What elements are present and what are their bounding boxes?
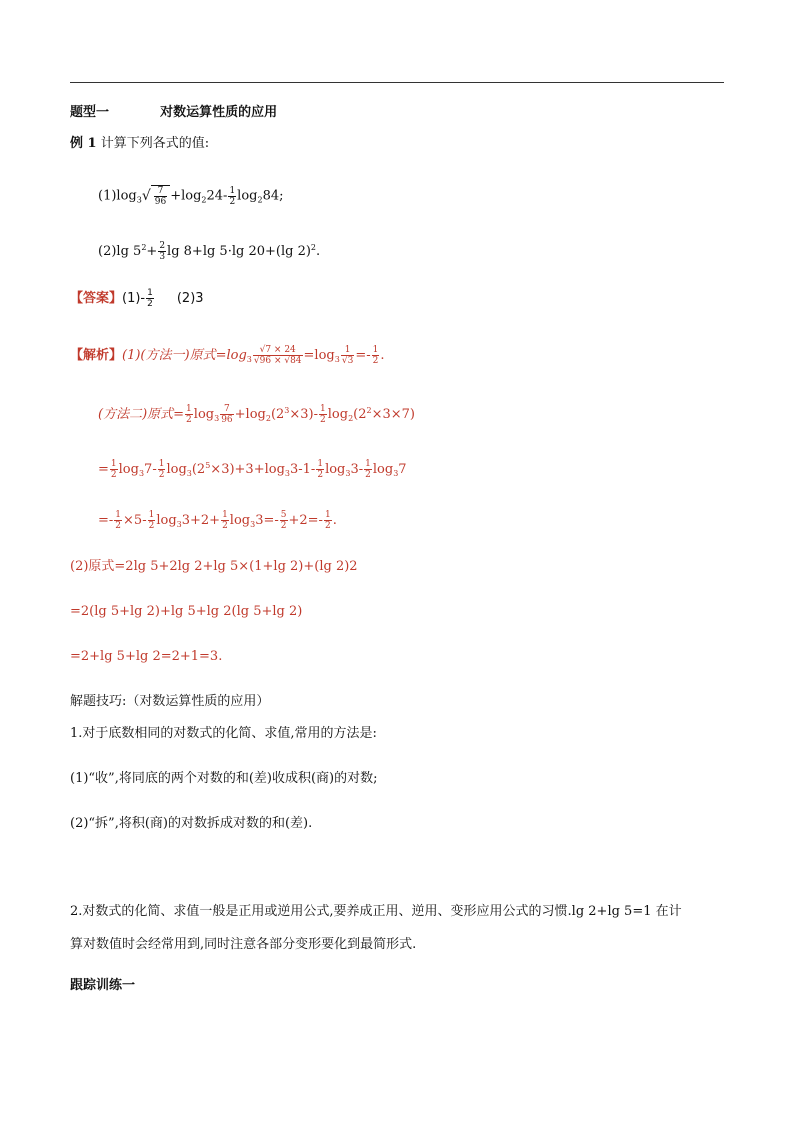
s3-f3-den: 2 bbox=[317, 470, 324, 480]
s1-big-frac: $\frac{√7 \times 24}{√96 \times √84}$ bbox=[253, 345, 302, 366]
tips-point-1: 1.对于底数相同的对数式的化简、求值,常用的方法是: bbox=[70, 726, 377, 741]
s4-f3-num: 1 bbox=[222, 510, 228, 520]
s3-f3 bbox=[316, 459, 324, 480]
s2-f2 bbox=[220, 404, 233, 425]
section-label: 题型一 bbox=[70, 105, 110, 120]
p1-half-den: 2 bbox=[229, 196, 236, 207]
s4-f5-den: 2 bbox=[324, 521, 331, 531]
s4-f4-den: 2 bbox=[280, 521, 287, 531]
p1-base2: 2 bbox=[201, 195, 207, 205]
s3-m1: log bbox=[118, 462, 139, 477]
header-rule bbox=[70, 82, 724, 83]
p1-m3: log bbox=[237, 188, 258, 204]
s4-b1: 3 bbox=[176, 520, 182, 529]
p2-frac-num: 2 bbox=[159, 241, 166, 251]
s2-lg1: log bbox=[193, 407, 215, 422]
p2-end: . bbox=[316, 244, 321, 259]
tips-point-2a: 2.对数式的化简、求值一般是正用或逆用公式,要养成正用、逆用、变形应用公式的习惯.lg 2+lg 5=1 在计 bbox=[70, 904, 682, 919]
s4-f4 bbox=[280, 510, 288, 531]
s4-f5 bbox=[324, 510, 332, 531]
s4-m5: 3=- bbox=[255, 513, 279, 528]
s3-m8: 3- bbox=[350, 462, 364, 477]
s2-m4: (2 bbox=[353, 407, 367, 422]
s1-base1: 3 bbox=[246, 355, 252, 364]
solution-line-1: 【解析】(1)(方法一)原式$=\log_3$ $\frac{√7 \times 24}{√96 \times √84}$ $=\log_3$ $\frac{1}{√3}$ =- $\frac{1}{2}$ . bbox=[70, 345, 385, 366]
s1-den2: 84 bbox=[290, 356, 302, 366]
section-heading bbox=[70, 103, 277, 123]
s4-m2: log bbox=[156, 513, 177, 528]
answer-line bbox=[70, 288, 204, 309]
s2-b3: 2 bbox=[348, 414, 354, 423]
p2-frac bbox=[158, 241, 166, 262]
s4-f3-den: 2 bbox=[222, 521, 228, 531]
example-prompt bbox=[70, 134, 209, 154]
solution-label: 【解析】 bbox=[70, 348, 123, 363]
p1-base3: 2 bbox=[257, 195, 263, 205]
s2-f1 bbox=[185, 404, 193, 425]
s1-frac: $\frac{1}{√3}$ bbox=[341, 345, 354, 366]
s2-m2: (2 bbox=[270, 407, 285, 422]
s3-b3: 3 bbox=[284, 469, 290, 478]
p1-m1: +log bbox=[170, 188, 202, 204]
s4-f2-den: 2 bbox=[148, 521, 155, 531]
s3-m7: log bbox=[325, 462, 346, 477]
s2-m1: +log bbox=[234, 407, 266, 422]
s3-m9: log bbox=[372, 462, 394, 477]
s3-m5: ×3)+3+log bbox=[210, 462, 285, 477]
s3-m2: 7- bbox=[144, 462, 157, 477]
example-label: 例 1 bbox=[70, 136, 97, 151]
s4-m6: +2=- bbox=[288, 513, 323, 528]
s1-num: 7 × 24 bbox=[265, 345, 296, 355]
p1-m2: 24- bbox=[206, 188, 228, 204]
s3-end: 7 bbox=[398, 462, 407, 477]
solution-line-4 bbox=[98, 510, 337, 535]
s2-m3: ×3)- bbox=[289, 407, 319, 422]
s3-f4-den: 2 bbox=[365, 470, 371, 480]
s1-eq: =- bbox=[355, 348, 371, 363]
answer-1-frac bbox=[146, 288, 154, 309]
s2-f1-den: 2 bbox=[186, 415, 192, 425]
answer-1: (1)- bbox=[122, 291, 146, 306]
s2-f3-den: 2 bbox=[320, 415, 326, 425]
s3-b5: 3 bbox=[393, 469, 399, 478]
p2-prefix: (2)lg 5 bbox=[98, 244, 142, 259]
answer-2: (2)3 bbox=[176, 291, 204, 306]
p1-base1: 3 bbox=[136, 195, 142, 205]
s3-m6: 3-1- bbox=[290, 462, 316, 477]
p2-frac-den: 3 bbox=[159, 252, 166, 262]
s3-m4: (2 bbox=[191, 462, 206, 477]
p2-m1: + bbox=[146, 244, 158, 259]
s1-result-num: 1 bbox=[372, 345, 379, 355]
s2-f1-num: 1 bbox=[186, 404, 192, 414]
s1-mid: =log bbox=[303, 348, 335, 363]
solution-line-3 bbox=[98, 456, 407, 484]
s4-end: . bbox=[332, 513, 337, 528]
p1-frac-den: 96 bbox=[154, 197, 167, 207]
s3-f4-num: 1 bbox=[365, 459, 371, 469]
tips-point-1b: (2)“拆”,将积(商)的对数拆成对数的和(差). bbox=[70, 816, 313, 831]
s2-m5: ×3×7) bbox=[371, 407, 415, 422]
s4-f1-num: 1 bbox=[115, 510, 122, 520]
solution-line-7: =2+lg 5+lg 2=2+1=3. bbox=[70, 649, 223, 664]
s2-b1: 3 bbox=[214, 414, 220, 423]
problem-2 bbox=[98, 238, 320, 262]
followup-heading: 跟踪训练一 bbox=[70, 978, 136, 993]
tips-title: 解题技巧:（对数运算性质的应用） bbox=[70, 694, 270, 709]
s4-m1: ×5- bbox=[123, 513, 147, 528]
p1-end: 84; bbox=[262, 188, 284, 204]
p2-m2: lg 8+lg 5·lg 20+(lg 2) bbox=[167, 244, 311, 259]
s2-e2: 2 bbox=[366, 406, 372, 415]
answer-1-num: 1 bbox=[147, 288, 153, 298]
tips-point-2b: 算对数值时会经常用到,同时注意各部分变形要化到最简形式. bbox=[70, 937, 417, 952]
s3-f2-num: 1 bbox=[158, 459, 165, 469]
s2-f2-den: 96 bbox=[221, 415, 233, 425]
p1-prefix: (1)log bbox=[98, 188, 137, 204]
s3-f1-num: 1 bbox=[110, 459, 117, 469]
s2-t1: (方法二)原式= bbox=[98, 407, 185, 422]
s3-f3-num: 1 bbox=[317, 459, 324, 469]
s1-result bbox=[372, 345, 380, 366]
p2-exp1: 2 bbox=[141, 243, 147, 252]
s1-base2: 3 bbox=[334, 355, 340, 364]
tips-point-1a: (1)“收”,将同底的两个对数的和(差)收成积(商)的对数; bbox=[70, 771, 378, 786]
s3-b1: 3 bbox=[138, 469, 145, 478]
p2-exp2: 2 bbox=[310, 243, 317, 252]
s4-m4: log bbox=[229, 513, 251, 528]
s4-f5-num: 1 bbox=[324, 510, 331, 520]
s2-f3 bbox=[319, 404, 327, 425]
p1-half bbox=[228, 186, 236, 207]
s4-f3 bbox=[221, 510, 229, 531]
s3-f1 bbox=[110, 459, 118, 480]
problem-1 bbox=[98, 185, 284, 211]
s1-frac-den: 3 bbox=[347, 356, 354, 366]
solution-line-6: =2(lg 5+lg 2)+lg 5+lg 2(lg 5+lg 2) bbox=[70, 604, 303, 619]
s2-e1: 3 bbox=[284, 406, 290, 415]
s1-t1: (1)(方法一)原式=log bbox=[122, 348, 247, 363]
s2-lg2: log bbox=[327, 407, 349, 422]
s3-e1: 5 bbox=[205, 461, 211, 470]
s4-t0: =- bbox=[98, 513, 114, 528]
s4-f4-num: 5 bbox=[280, 510, 287, 520]
answer-label: 【答案】 bbox=[70, 291, 123, 306]
s4-f1-den: 2 bbox=[115, 521, 122, 531]
s3-f2-den: 2 bbox=[158, 470, 165, 480]
s2-f2-num: 7 bbox=[224, 404, 230, 414]
solution-line-5: (2)原式=2lg 5+2lg 2+lg 5×(1+lg 2)+(lg 2)2 bbox=[70, 559, 358, 574]
section-title: 对数运算性质的应用 bbox=[160, 105, 278, 120]
s1-frac-num: 1 bbox=[344, 345, 351, 355]
s2-f3-num: 1 bbox=[320, 404, 326, 414]
s4-f2-num: 1 bbox=[148, 510, 155, 520]
solution-line-2 bbox=[98, 401, 415, 429]
s3-f1-den: 2 bbox=[110, 470, 117, 480]
s3-f4 bbox=[364, 459, 372, 480]
p1-frac-num: 7 bbox=[157, 186, 164, 196]
p1-half-num: 1 bbox=[229, 185, 236, 196]
p1-sqrt: √ $\frac{7}{96}$ bbox=[142, 185, 170, 207]
example-text: 计算下列各式的值: bbox=[100, 136, 210, 151]
s4-b2: 3 bbox=[250, 520, 256, 529]
s3-b2: 3 bbox=[186, 469, 192, 478]
answer-1-den: 2 bbox=[147, 299, 153, 309]
s1-den1: 96 bbox=[259, 356, 272, 366]
s1-result-den: 2 bbox=[372, 356, 379, 366]
s3-t0: = bbox=[98, 462, 109, 477]
s4-m3: 3+2+ bbox=[181, 513, 221, 528]
s3-f2 bbox=[158, 459, 166, 480]
s4-f2 bbox=[148, 510, 156, 531]
s2-b2: 2 bbox=[265, 414, 271, 423]
s4-f1 bbox=[114, 510, 122, 531]
s3-m3: log bbox=[166, 462, 187, 477]
s3-b4: 3 bbox=[345, 469, 351, 478]
